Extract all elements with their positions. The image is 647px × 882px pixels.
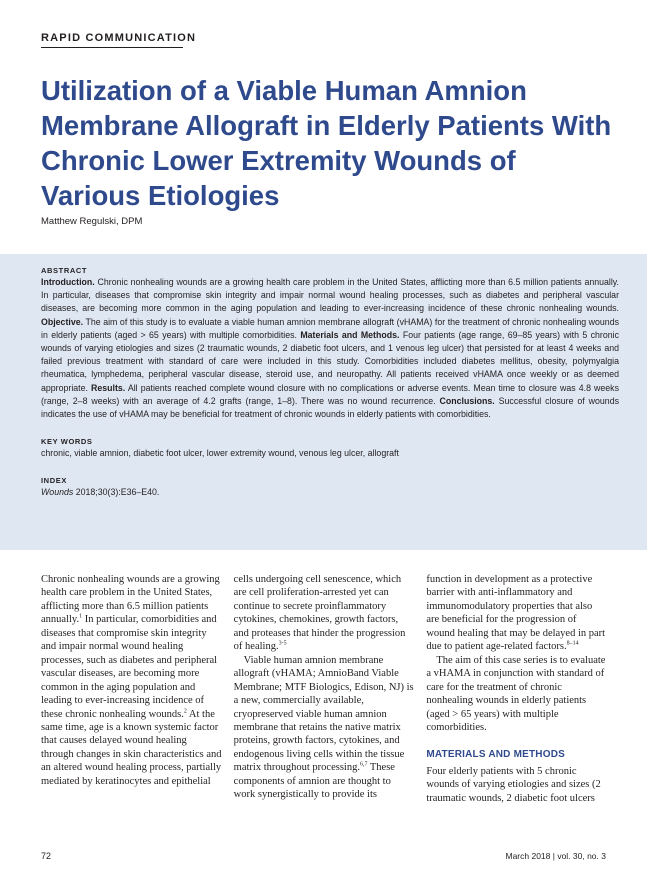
body-text: Chronic nonhealing wounds are a growing health care problem in the United States, afflicting more than 6.5 million patients annually. — [41, 574, 220, 626]
index-heading: INDEX — [41, 476, 67, 486]
section-kicker: RAPID COMMUNICATION — [41, 32, 197, 44]
reference-superscript: 2 — [183, 708, 187, 715]
conclusions-label: Conclusions. — [439, 395, 495, 406]
intro-text: Chronic nonhealing wounds are a growing health care problem in the United States, afflicting more than 6.5 million patients annually. In particular, diseases that compromise skin integrity and impair normal wound healing processes, such as diabetes and peripheral vascular diseases, are becoming more common in the aging population and leading to ever-increasing incidence of these chronic nonhealing wounds. — [41, 277, 619, 314]
journal-name: Wounds — [41, 487, 74, 498]
body-paragraph: Four elderly patients with 5 chronic wounds of varying etiologies and sizes (2 traumatic wounds, 2 diabetic foot ulcers — [426, 765, 601, 804]
body-paragraph — [426, 573, 607, 654]
body-paragraph — [41, 573, 222, 788]
results-label: Results. — [91, 382, 126, 393]
reference-superscript: 3-5 — [278, 640, 287, 647]
body-column-3 — [426, 573, 607, 819]
abstract-heading: ABSTRACT — [41, 266, 88, 275]
abstract-box — [0, 254, 647, 550]
section-heading: MATERIALS AND METHODS — [426, 749, 565, 761]
author-line: Matthew Regulski, DPM — [41, 216, 143, 227]
body-text: These components of amnion are thought to work synergistically to provide its — [233, 762, 395, 801]
reference-superscript: 8–14 — [566, 640, 579, 647]
reference-superscript: 1 — [79, 613, 83, 620]
intro-label: Introduction. — [41, 277, 95, 287]
body-columns — [41, 573, 607, 819]
results-text: All patients reached complete wound closure with no complications or adverse events. Mean time to closure was 4.8 weeks (range, 2–8 weeks) with an average of 4.2 grafts (range, 1–8). There was no wound recurrence. — [41, 382, 619, 406]
keywords-heading: KEY WORDS — [41, 437, 93, 447]
body-text: In particular, comorbidities and diseases that compromise skin integrity and impair normal wound healing processes, such as diabetes and peripheral vascular diseases, are becoming more common in the aging population and leading to ever-increasing incidence of these chronic nonhealing wounds. — [41, 614, 218, 720]
body-paragraph — [234, 573, 415, 654]
body-text: function in development as a protective barrier with anti-inflammatory and immunomodulatory properties that also are beneficial for the progression of wound healing that may be delayed in part due to patient age-related factors. — [426, 574, 606, 653]
methods-text: Four patients (age range, 69–85 years) with 5 chronic wounds of varying etiologies and sizes (2 traumatic wounds, 2 diabetic foot ulcers, and 1 venous leg ulcer) that persisted for at least 4 weeks and failed previous treatment with standard of care were included in this study. Comorbidities included diabetes mellitus, obesity, polymyalgia rheumatica, lymphedema, peripheral vascular disease, steroid use, and neuropathy. All patients received vHAMA once weekly or as deemed appropriate. — [41, 329, 619, 393]
reference-superscript: 6,7 — [359, 761, 368, 768]
issue-info: March 2018 | vol. 30, no. 3 — [505, 851, 606, 861]
body-text: Viable human amnion membrane allograft (vHAMA; AmnioBand Viable Membrane; MTF Biologics, Edison, NJ) is a new, commercially available, cryopreserved viable human amnion membrane that retains the native matrix proteins, growth factors, cytokines, and endogenous living cells within the tissue matrix throughout processing. — [233, 654, 414, 774]
page-number: 72 — [41, 851, 52, 861]
citation-text: 2018;30(3):E36–E40. — [73, 487, 160, 498]
body-text: cells undergoing cell senescence, which are cell proliferation-arrested yet can continue to secrete proinflammatory cytokines, chemokines, growth factors, and proteases that hinder the progression of healing. — [233, 574, 406, 653]
kicker-underline — [41, 47, 183, 48]
objective-text: The aim of this study is to evaluate a viable human amnion membrane allograft (vHAMA) for the treatment of chronic nonhealing wounds in elderly patients (aged > 65 years) with multiple comorbidities. — [41, 316, 619, 340]
abstract-text — [41, 276, 619, 421]
objective-label: Objective. — [41, 316, 84, 327]
article-title: Utilization of a Viable Human Amnion Membrane Allograft in Elderly Patients With Chronic Lower Extremity Wounds of Various Etiologies — [41, 75, 612, 211]
body-text: At the same time, age is a known systemic factor that causes delayed wound healing through changes in skin characteristics and an altered wound healing process, partially mediated by keratinocytes and epithelial — [41, 708, 222, 787]
index-citation — [41, 486, 619, 499]
body-paragraph: The aim of this case series is to evaluate a vHAMA in conjunction with standard of care for the treatment of chronic nonhealing wounds in elderly patients (aged > 65 years) with multiple comorbidities. — [426, 654, 606, 733]
conclusions-text: Successful closure of wounds indicates the use of vHAMA may be beneficial for treatment of chronic wounds in elderly patients with comorbidities. — [41, 395, 619, 420]
abstract-content — [41, 266, 619, 500]
body-column-1 — [41, 573, 222, 819]
keywords-text: chronic, viable amnion, diabetic foot ulcer, lower extremity wound, venous leg ulcer, allograft — [41, 448, 399, 459]
body-paragraph — [234, 654, 415, 802]
body-column-2 — [234, 573, 415, 819]
methods-label: Materials and Methods. — [300, 329, 400, 340]
